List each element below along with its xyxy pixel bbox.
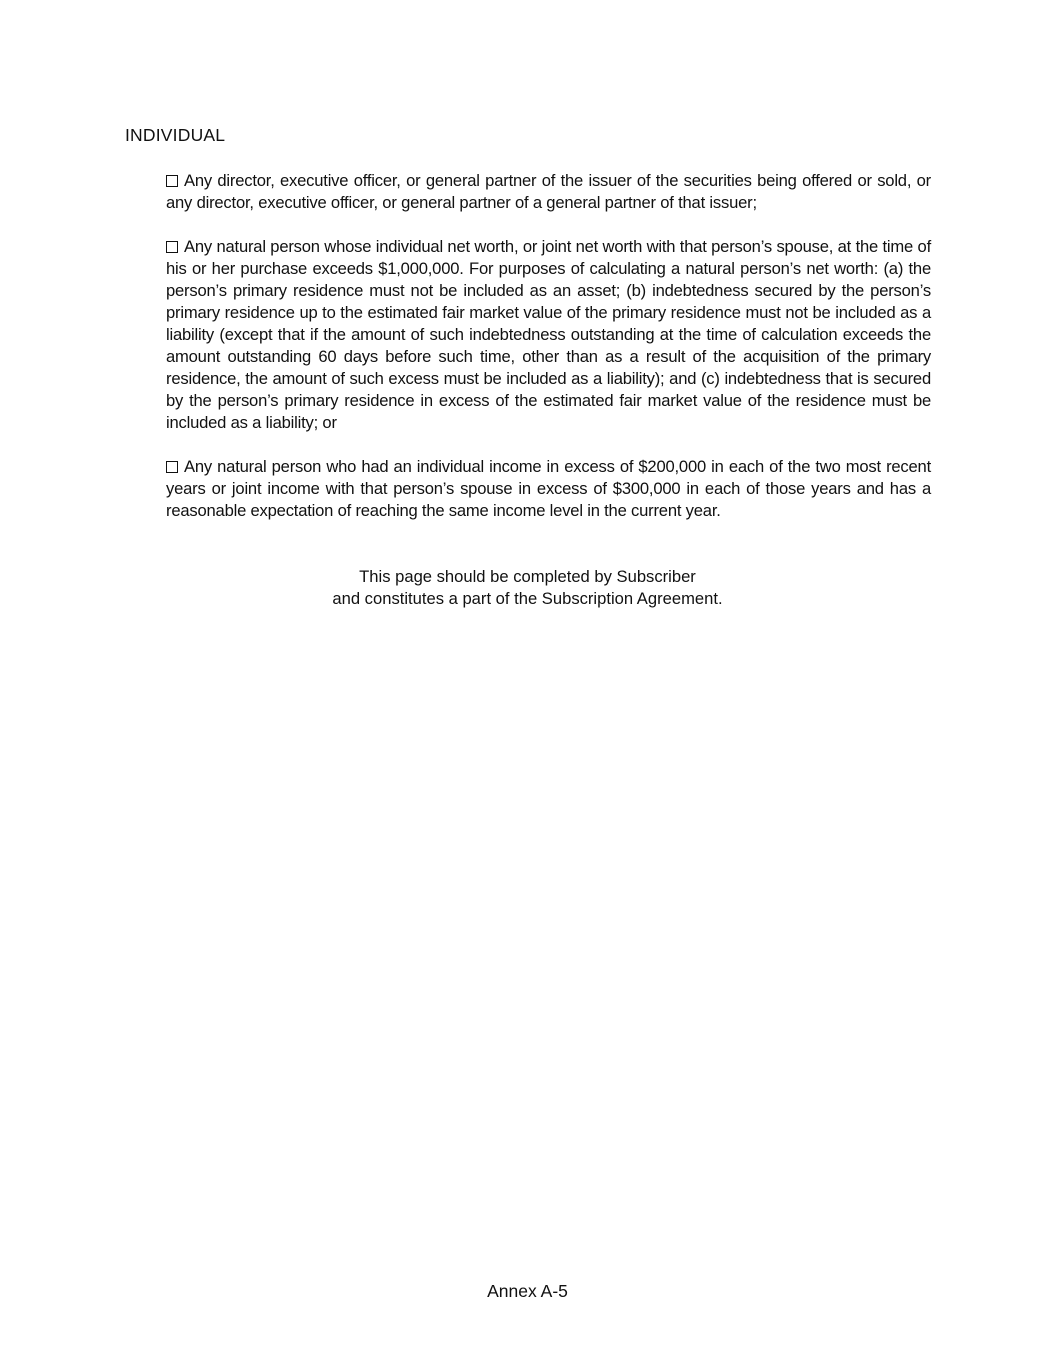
accreditation-options [166, 170, 931, 544]
checkbox-net-worth[interactable] [166, 241, 178, 253]
option-net-worth [166, 236, 931, 434]
option-director [166, 170, 931, 214]
page-footer: Annex A-5 [487, 1281, 568, 1301]
option-income [166, 456, 931, 522]
section-heading: INDIVIDUAL [125, 125, 226, 145]
completion-note-line-1: This page should be completed by Subscriber [359, 567, 696, 586]
completion-note-line-2: and constitutes a part of the Subscription Agreement. [332, 589, 723, 608]
checkbox-income[interactable] [166, 461, 178, 473]
checkbox-director[interactable] [166, 175, 178, 187]
completion-note [0, 566, 1055, 610]
option-director-text: Any director, executive officer, or general partner of the issuer of the securities being offered or sold, or any director, executive officer, or general partner of a general partner of that issuer; [166, 171, 931, 212]
option-income-text: Any natural person who had an individual income in excess of $200,000 in each of the two most recent years or joint income with that person’s spouse in excess of $300,000 in each of those years and has a reasonable expectation of reaching the same income level in the current year. [166, 457, 931, 520]
option-net-worth-text: Any natural person whose individual net worth, or joint net worth with that person’s spouse, at the time of his or her purchase exceeds $1,000,000. For purposes of calculating a natural person’s net worth: (a) the person’s primary residence must not be included as an asset; (b) indebtedness secured by the person’s primary residence up to the estimated fair market value of the primary residence must not be included as a liability (except that if the amount of such indebtedness outstanding at the time of calculation exceeds the amount outstanding 60 days before such time, other than as a result of the acquisition of the primary residence, the amount of such excess must be included as a liability); and (c) indebtedness that is secured by the person’s primary residence in excess of the estimated fair market value of the residence must be included as a liability; or [166, 237, 931, 432]
